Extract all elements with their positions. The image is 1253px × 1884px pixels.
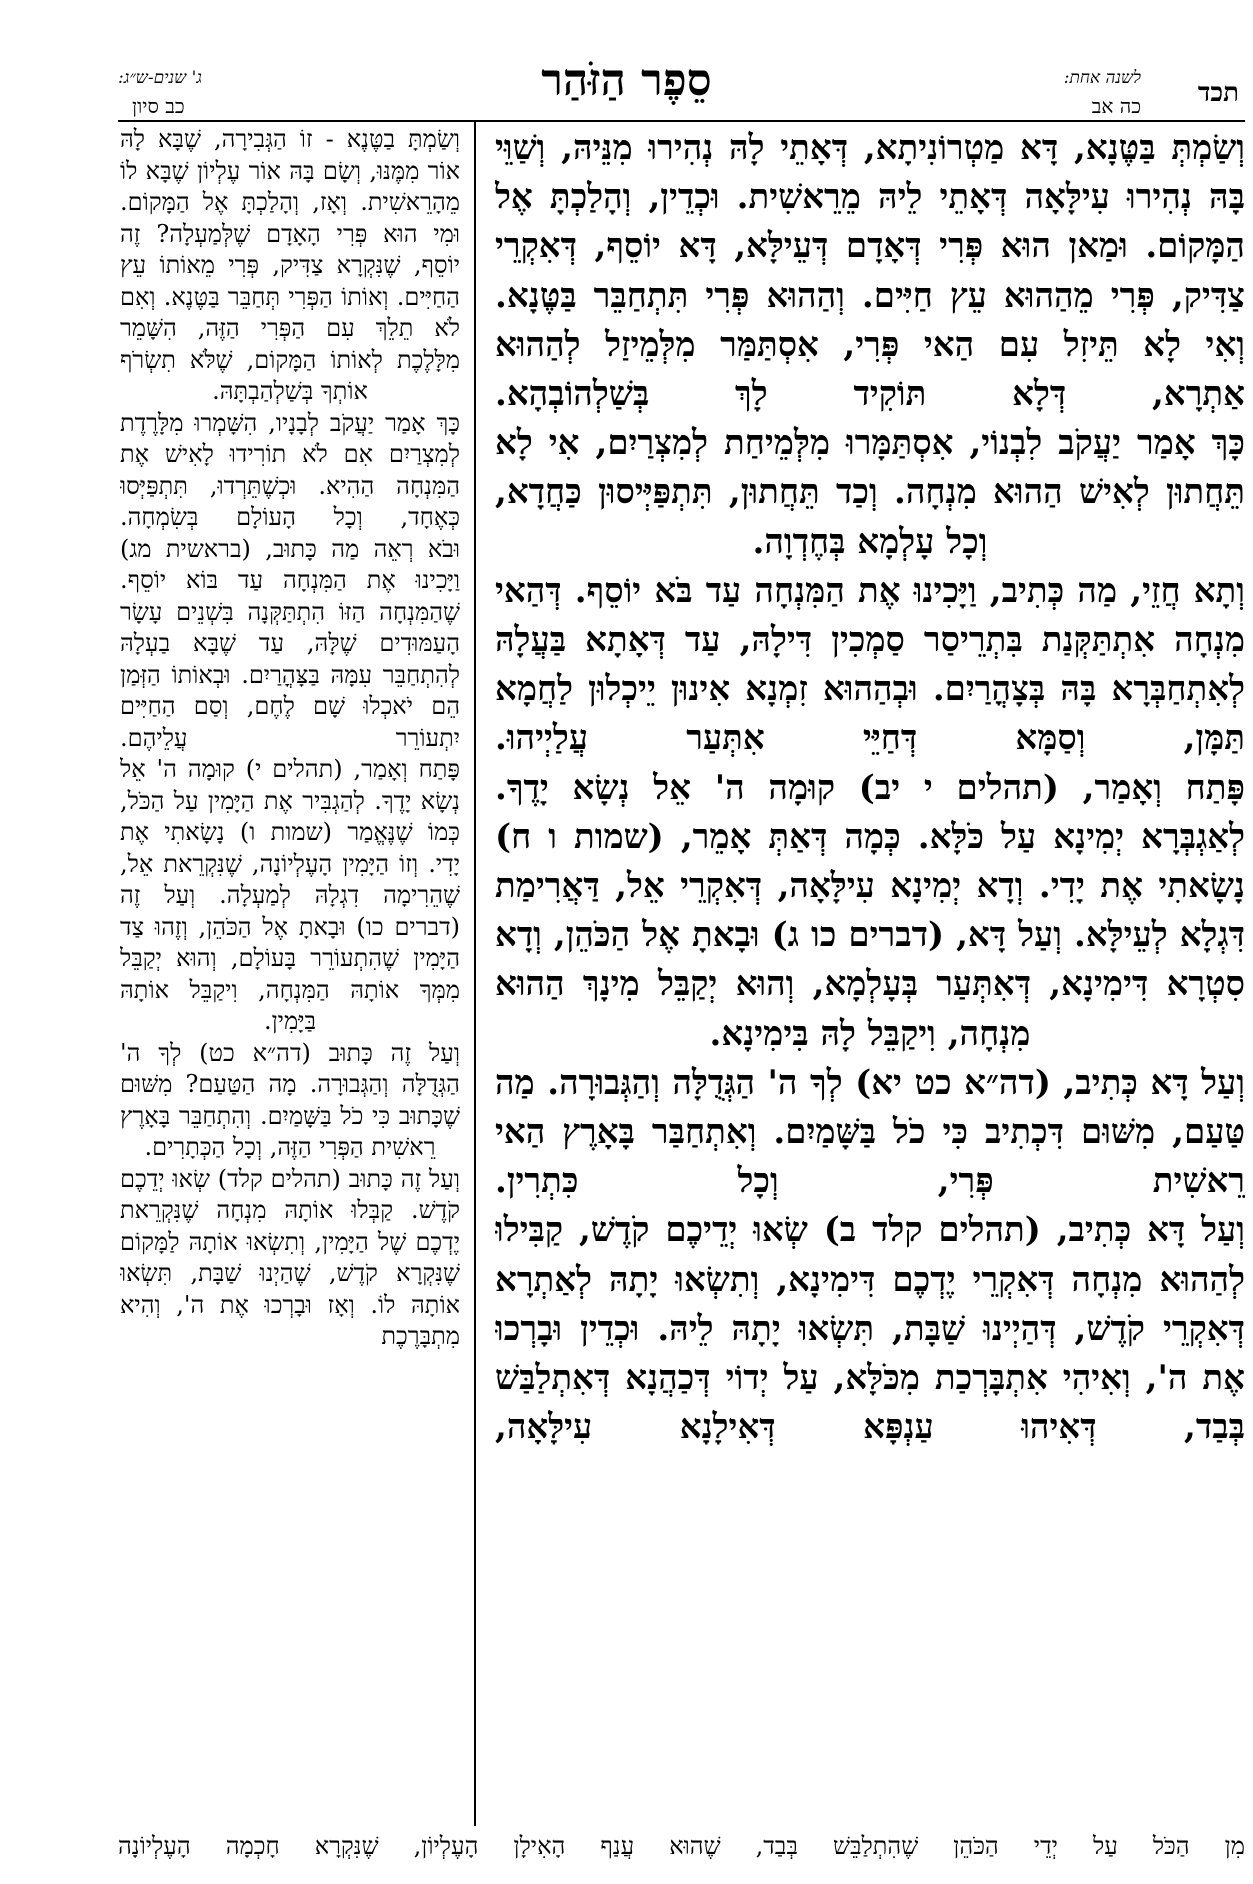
column-divider xyxy=(474,122,476,1826)
schedule-one-year-label: לשנה אחת: xyxy=(1063,68,1141,88)
header-divider xyxy=(118,120,1245,122)
hebrew-translation-column xyxy=(120,124,460,1826)
aramaic-paragraph: וְשַׂמְתְּ בַּטֶּנָא, דָּא מַטְרוֹנִיתָא, דְּאָתֵי לָהּ נְהִירוּ מִנֵּיהּ, וְשַׁוֵּי בָּהּ נְהִירוּ עִילָּאָה דְּאָתֵי לֵיהּ מֵרֵאשִׁית. וּכְדֵין, וְהָלַכְתָּ אֶל הַמָּקוֹם. וּמַאן הוּא פְּרִי דְּאָדָם דְּעֵילָּא, דָּא יוֹסֵף, דְּאִקְרֵי צַדִּיק, פְּרִי מֵהַהוּא עֵץ חַיִּים. וְהַהוּא פְּרִי תִּתְחַבֵּר בַּטֶּנָא. וְאִי לָא תֵּיזִל עִם הַאי פְּרִי, אִסְתַּמַּר מִלְּמֵיזַל לְהַהוּא אַתְרָא, דְּלָא תּוֹקִיד לָךְ בְּשַׁלְהוֹבְהָא. xyxy=(495,128,1245,415)
aramaic-paragraph: פָּתַח וְאָמַר, (תהלים י יב) קוּמָה ה' אֵל נְשָׂא יָדֶךָ. לְאַגְבְּרָא יְמִינָא עַל כֹּלָּא. כְּמָה דְּאַתְּ אָמֵר, (שמות ו ח) נָשָׂאתִי אֶת יָדִי. וְדָא יְמִינָא עִילָּאָה, דְּאִקְרֵי אֵל, דַּאֲרִימַת דִּגְלָא לְעֵילָּא. וְעַל דָּא, (דברים כו ג) וּבָאתָ אֶל הַכֹּהֵן, וְדָא סִטְרָא דִּימִינָא, דְּאִתְּעַר בְּעָלְמָא, וְהוּא יְקַבֵּל מִינָךְ הַהוּא מִנְחָה, וִיקַבֵּל לָהּ בִּימִינָא. xyxy=(495,767,1245,1054)
translation-paragraph: וְשַׂמְתָּ בַטֶּנֶא - זוֹ הַגְּבִירָה, שֶׁבָּא לָהּ אוֹר מִמֶּנּוּ, וְשָׂם בָּהּ אוֹר עֶלְיוֹן שֶׁבָּא לוֹ מֵהָרֵאשִׁית. וְאָז, וְהָלַכְתָּ אֶל הַמָּקוֹם. וּמִי הוּא פְּרִי הָאָדָם שֶׁלְּמַעְלָה? זֶה יוֹסֵף, שֶׁנִּקְרָא צַדִּיק, פְּרִי מֵאוֹתוֹ עֵץ הַחַיִּים. וְאוֹתוֹ הַפְּרִי תְּחַבֵּר בַּטֶּנֶא. וְאִם לֹא תֵלֵךְ עִם הַפְּרִי הַזֶּה, הִשָּׁמֵר מִלָּלֶכֶת לְאוֹתוֹ הַמָּקוֹם, שֶׁלֹּא תִשְׂרֹף אוֹתְךָ בְּשַׁלְהַבְתָּהּ. xyxy=(120,125,460,405)
aramaic-text-column xyxy=(495,124,1245,1824)
aramaic-paragraph: וְתָא חֲזֵי, מַה כְּתִיב, וַיָּכִינוּ אֶת הַמִּנְחָה עַד בֹּא יוֹסֵף. דְּהַאי מִנְחָה אִתְתַּקְּנַת בִּתְרֵיסַר סַמְכִין דִּילָהּ, עַד דְּאָתָא בַּעֲלָהּ לְאִתְחַבְּרָא בָּהּ בְּצָהֳרַיִם. וּבְהַהוּא זִמְנָא אִינוּן יֵיכְלוּן לַחֲמָא תַּמָּן, וְסַמָּא דְּחַיֵּי אִתְּעַר עֲלַיְיהוּ. xyxy=(495,570,1245,759)
translation-paragraph: פָּתַח וְאָמַר, (תהלים י) קוּמָה ה' אֵל נְשָׂא יָדֶךָ. לְהַגְבִּיר אֶת הַיָּמִין עַל הַכֹּל, כְּמוֹ שֶׁנֶּאֱמַר (שמות ו) נָשָׂאתִי אֶת יָדִי. וְזוֹ הַיָּמִין הָעֶלְיוֹנָה, שֶׁנִּקְרֵאת אֵל, שֶׁהֵרִימָה דִגְלָהּ לְמַעְלָה. וְעַל זֶה (דברים כו) וּבָאתָ אֶל הַכֹּהֵן, וְזֶהוּ צַד הַיָּמִין שֶׁהִתְעוֹרֵר בָּעוֹלָם, וְהוּא יְקַבֵּל מִמְּךָ אוֹתָהּ הַמִּנְחָה, וִיקַבֵּל אוֹתָהּ בַּיָּמִין. xyxy=(120,755,460,1035)
aramaic-paragraph: וְעַל דָּא כְּתִיב, (דה״א כט יא) לְךָ ה' הַגְּדֻלָּה וְהַגְּבוּרָה. מַה טַּעַם, מִשּׁוּם דִּכְתִיב כִּי כֹל בַּשָּׁמַיִם. וְאִתְחַבַּר בָּאָרֶץ הַאי רֵאשִׁית פְּרִי, וְכָל כִּתְרִין. xyxy=(495,1062,1245,1202)
schedule-three-years-label: ג' שנים-ש״ג: xyxy=(118,68,202,88)
page-number: תכד xyxy=(1197,78,1239,108)
translation-paragraph: וְעַל זֶה כָּתוּב (תהלים קלד) שְׂאוּ יְדֵכֶם קֹדֶשׁ. קַבְּלוּ אוֹתָהּ מִנְחָה שֶׁנִּקְרֵאת יֶדְכֶם שֶׁל הַיָּמִין, וְתִשְׂאוּ אוֹתָהּ לַמָּקוֹם שֶׁנִּקְרָא קֹדֶשׁ, שֶׁהַיְנוּ שַׁבָּת, תִּשְׂאוּ אוֹתָהּ לוֹ. וְאָז וּבָרְכוּ אֶת ה', וְהִיא מִתְבָּרֶכֶת xyxy=(120,1164,460,1350)
aramaic-paragraph: כָּךְ אָמַר יַעֲקֹב לִבְנוֹי, אִסְתַּמָּרוּ מִלְּמֵיחַת לְמִצְרַיִם, אִי לָא תֵּחֲתוּן לְאִישׁ הַהוּא מִנְחָה. וְכַד תֵּחֲתוּן, תִּתְפַּיְּיסוּן כַּחֲדָא, וְכָל עָלְמָא בְּחֶדְוָה. xyxy=(495,423,1245,562)
aramaic-paragraph: וְעַל דָּא כְּתִיב, (תהלים קלד ב) שְׂאוּ יְדֵיכֶם קֹדֶשׁ, קַבִּילוּ לְהַהוּא מִנְחָה דְּאִקְרֵי יֶדְכֶם דִּימִינָא, וְתִשְׂאוּ יָתָהּ לְאַתְרָא דְּאִקְרֵי קֹדֶשׁ, דְּהַיְינוּ שַׁבָּת, תִּשְׂאוּ יָתָהּ לֵיהּ. וּכְדֵין וּבָרְכוּ אֶת ה', וְאִיהִי אִתְבָּרְכַת מִכֹּלָּא, עַל יְדוֹי דְּכַהֲנָא דְּאִתְלַבַּשׁ בְּבַד, דְּאִיהוּ עַנְפָּא דְּאִילָנָא עִילָּאָה, xyxy=(495,1210,1245,1448)
translation-paragraph: וְעַל זֶה כָּתוּב (דה״א כט) לְךָ ה' הַגְּדֻלָּה וְהַגְּבוּרָה. מָה הַטַּעַם? מִשּׁוּם שֶׁכָּתוּב כִּי כֹל בַּשָּׁמַיִם. וְהִתְחַבֵּר בָּאָרֶץ רֵאשִׁית הַפְּרִי הַזֶּה, וְכָל הַכְּתָרִים. xyxy=(120,1038,460,1161)
continuation-line: מִן הַכֹּל עַל יְדֵי הַכֹּהֵן שֶׁהִתְלַבֵּשׁ בְּבַד, שֶׁהוּא עֲנַף הָאִילָן הָעֶלְיוֹן, שֶׁנִּקְרָא חָכְמָה הָעֶלְיוֹנָה xyxy=(118,1832,1245,1860)
translation-paragraph: כָּךְ אָמַר יַעֲקֹב לְבָנָיו, הִשָּׁמְרוּ מִלָּרֶדֶת לְמִצְרַיִם אִם לֹא תוֹרִידוּ לָאִישׁ אֶת הַמִּנְחָה הַהִיא. וּכְשֶׁתֵּרְדוּ, תִּתְפַּיְּסוּ כְּאֶחָד, וְכָל הָעוֹלָם בְּשִׂמְחָה. xyxy=(120,408,460,531)
schedule-one-year-date: כה אב xyxy=(1091,94,1141,118)
translation-paragraph: וּבֹא רְאֵה מַה כָּתוּב, (בראשית מג) וַיָּכִינוּ אֶת הַמִּנְחָה עַד בּוֹא יוֹסֵף. שֶׁהַמִּנְחָה הַזּוֹ הִתְתַּקְּנָה בִּשְׁנֵים עָשָׂר הָעַמּוּדִים שֶׁלָּהּ, עַד שֶׁבָּא בַעְלָהּ לְהִתְחַבֵּר עִמָּהּ בַּצָּהֳרַיִם. וּבְאוֹתוֹ הַזְּמַן הֵם יֹאכְלוּ שָׁם לֶחֶם, וְסַם הַחַיִּים יִתְעוֹרֵר עֲלֵיהֶם. xyxy=(120,534,460,752)
book-title: סֵפֶר הַזֹּהַר xyxy=(541,55,712,106)
schedule-three-years-date: כב סיון xyxy=(132,94,185,118)
